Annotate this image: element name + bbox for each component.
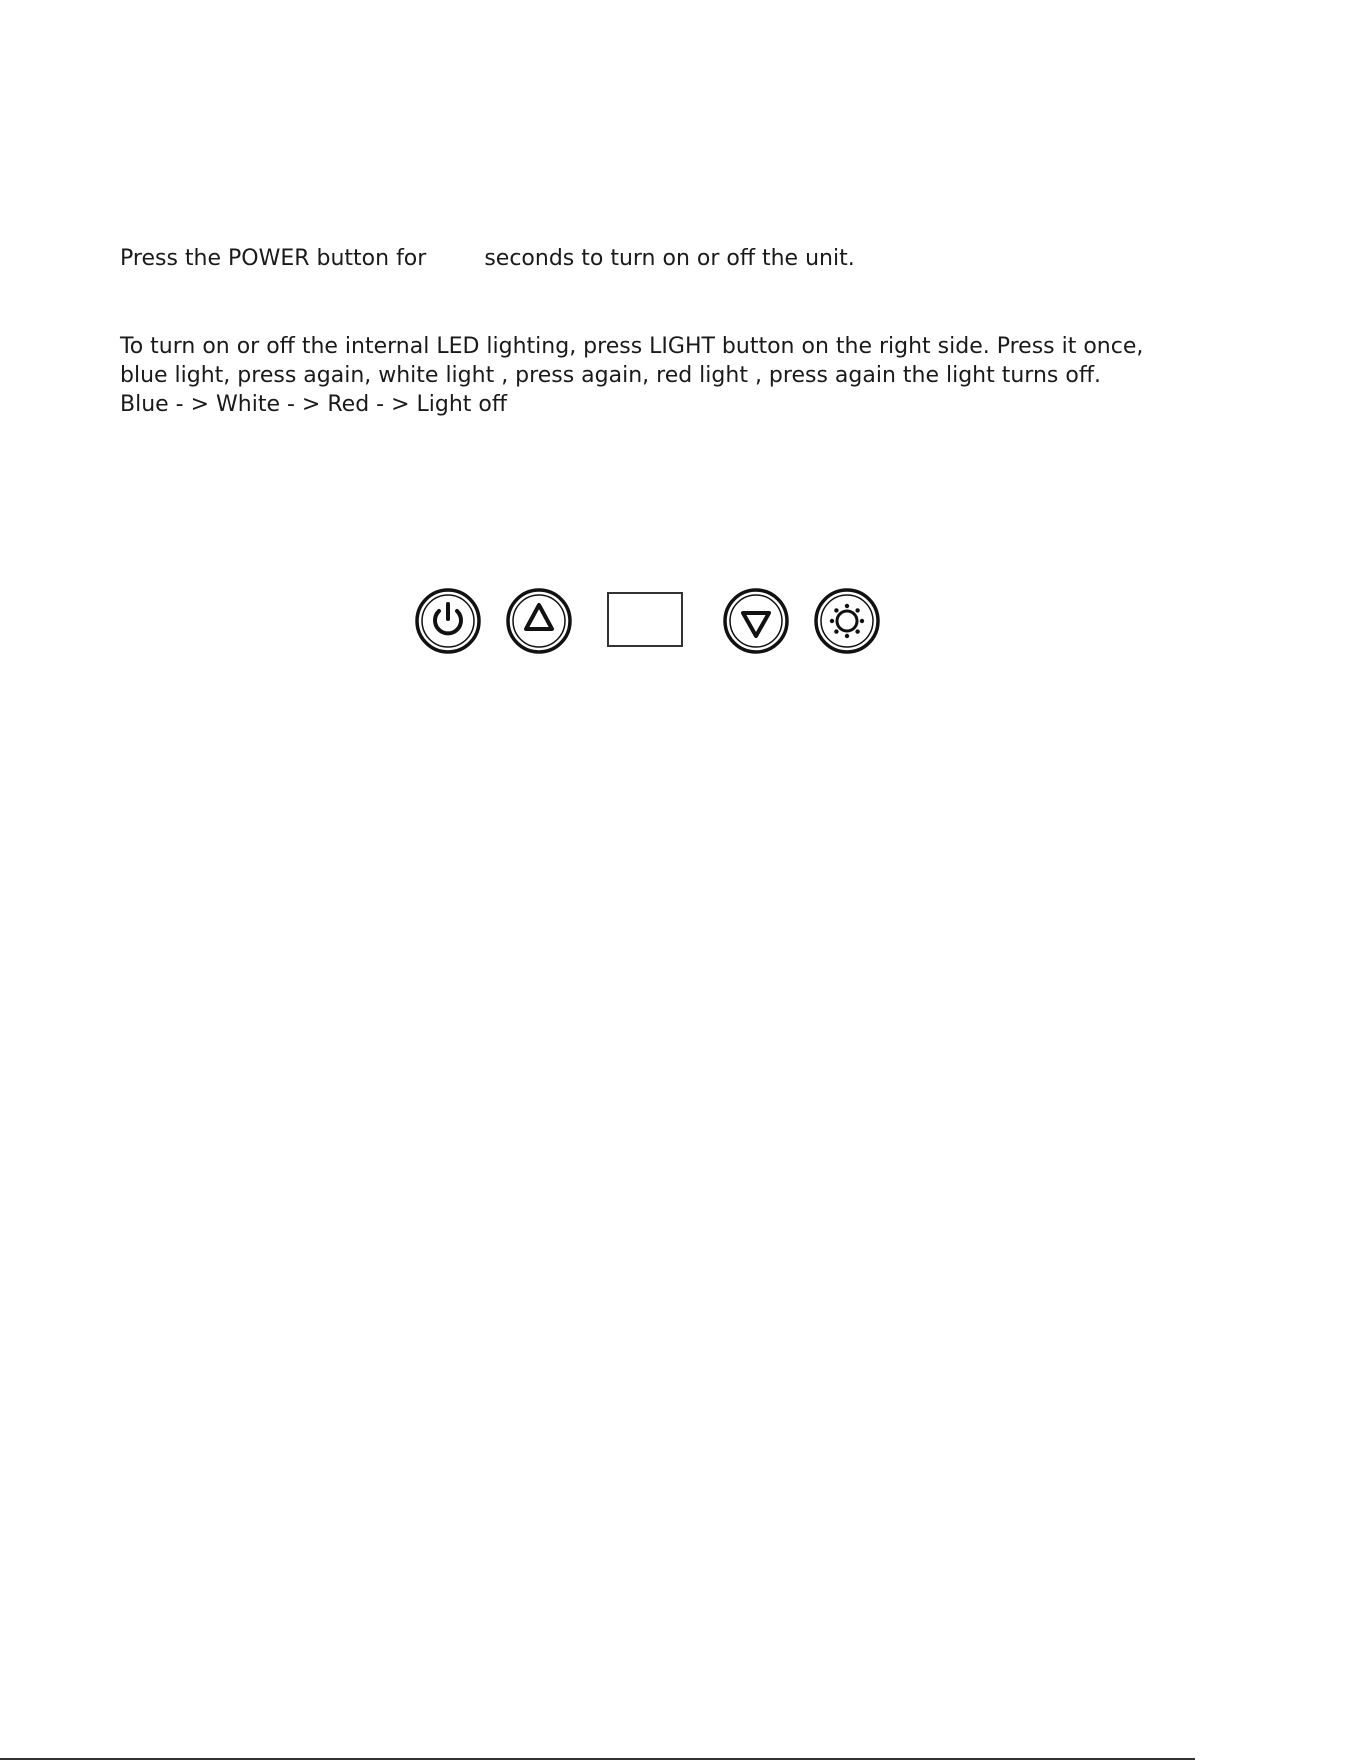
light-button[interactable] xyxy=(816,590,878,652)
display-window xyxy=(608,593,682,646)
power-instruction-start: Press the POWER button for xyxy=(120,246,427,271)
light-instruction-line-2: blue light, press again, white light , press again, red light , press again the light turns off. xyxy=(120,363,1101,388)
light-instruction xyxy=(120,332,1143,419)
light-instruction-line-3: Blue - > White - > Red - > Light off xyxy=(120,392,508,417)
bottom-rule xyxy=(0,1758,1195,1760)
up-button[interactable] xyxy=(508,590,570,652)
power-instruction xyxy=(120,244,855,273)
down-button[interactable] xyxy=(725,590,787,652)
control-panel xyxy=(412,585,892,657)
power-button[interactable] xyxy=(417,590,479,652)
light-instruction-line-1: To turn on or off the internal LED lighting, press LIGHT button on the right side. Press it once, xyxy=(120,334,1144,359)
power-instruction-end: seconds to turn on or off the unit. xyxy=(484,246,855,271)
